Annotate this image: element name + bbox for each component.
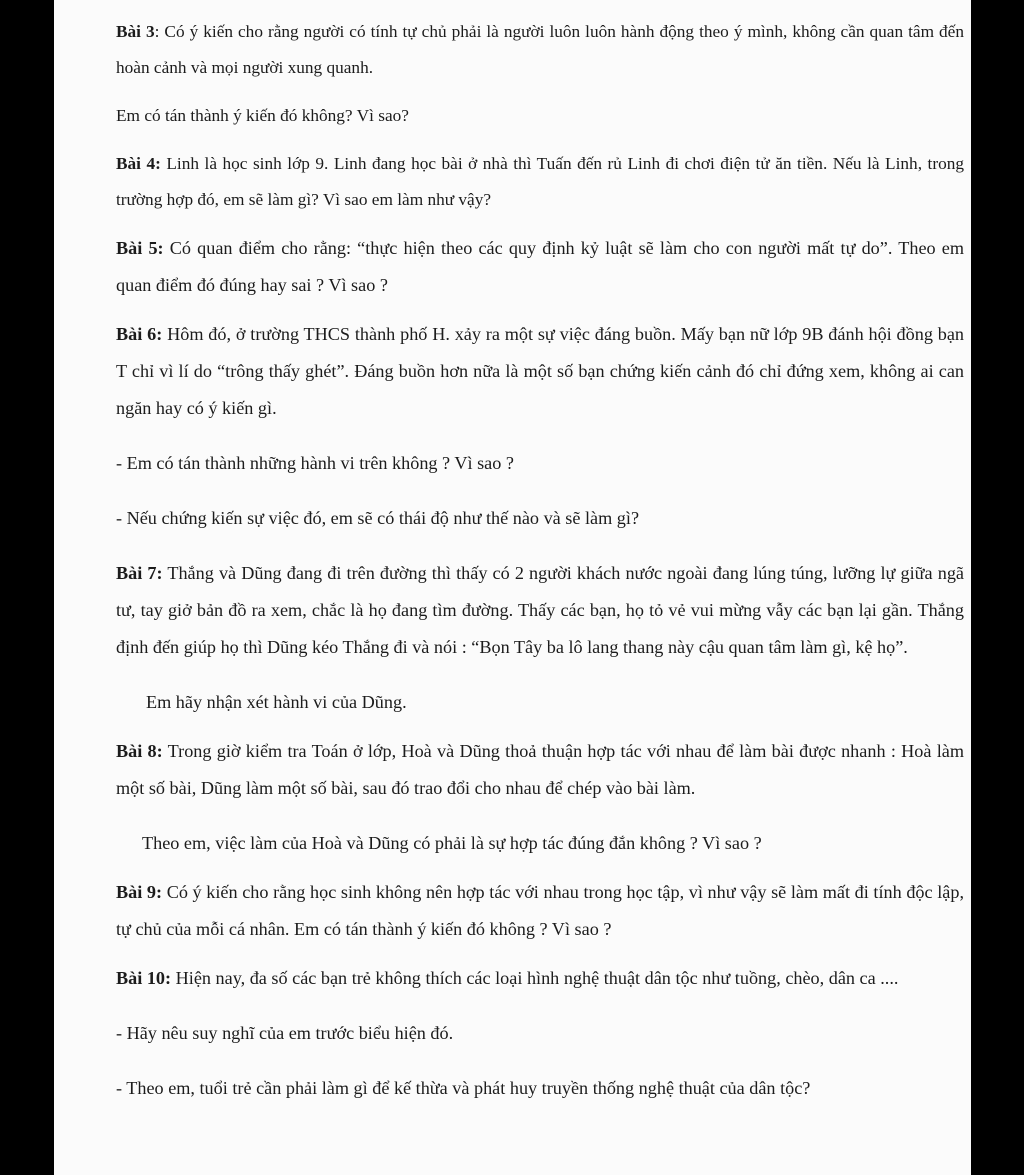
bai5-label: Bài 5: (116, 238, 164, 258)
document-content (116, 14, 964, 1107)
bai9-paragraph (116, 874, 964, 948)
bai7-label: Bài 7: (116, 563, 163, 583)
bai9-text: Có ý kiến cho rằng học sinh không nên hợp tác với nhau trong học tập, vì như vậy sẽ làm mất đi tính độc lập, tự chủ của mỗi cá nhân. Em có tán thành ý kiến đó không ? Vì sao ? (116, 882, 964, 939)
bai7-question: Em hãy nhận xét hành vi của Dũng. (146, 692, 407, 712)
bai3-text: : Có ý kiến cho rằng người có tính tự chủ phải là người luôn luôn hành động theo ý mình, không cần quan tâm đến hoàn cảnh và mọi người xung quanh. (116, 22, 964, 77)
bai8-paragraph (116, 733, 964, 807)
bai4-label: Bài 4: (116, 154, 161, 173)
bai10-question-1: - Hãy nêu suy nghĩ của em trước biểu hiện đó. (116, 1023, 454, 1043)
bai5-paragraph (116, 230, 964, 304)
bai6-text: Hôm đó, ở trường THCS thành phố H. xảy ra một sự việc đáng buồn. Mấy bạn nữ lớp 9B đánh hội đồng bạn T chỉ vì lí do “trông thấy ghét”. Đáng buồn hơn nữa là một số bạn chứng kiến cảnh đó chỉ đứng xem, không ai can ngăn hay có ý kiến gì. (116, 324, 965, 418)
bai5-text: Có quan điểm cho rằng: “thực hiện theo các quy định kỷ luật sẽ làm cho con người mất tự do”. Theo em quan điểm đó đúng hay sai ? Vì sao ? (116, 238, 964, 295)
bai6-question-2: - Nếu chứng kiến sự việc đó, em sẽ có thái độ như thế nào và sẽ làm gì? (116, 508, 640, 528)
bai6-label: Bài 6: (116, 324, 163, 344)
bai7-text: Thắng và Dũng đang đi trên đường thì thấy có 2 người khách nước ngoài đang lúng túng, lưỡng lự giữa ngã tư, tay giở bản đồ ra xem, chắc là họ đang tìm đường. Thấy các bạn, họ tỏ vẻ vui mừng vẫy các bạn lại gần. Thắng định đến giúp họ thì Dũng kéo Thắng đi và nói : “Bọn Tây ba lô lang thang này cậu quan tâm làm gì, kệ họ”. (116, 563, 964, 657)
bai3-label: Bài 3 (116, 22, 155, 41)
bai10-text: Hiện nay, đa số các bạn trẻ không thích các loại hình nghệ thuật dân tộc như tuồng, chèo, dân ca .... (171, 968, 899, 988)
bai3-paragraph (116, 14, 964, 86)
bai8-label: Bài 8: (116, 741, 163, 761)
bai4-paragraph (116, 146, 964, 218)
bai6-paragraph (116, 316, 964, 427)
bai3-question: Em có tán thành ý kiến đó không? Vì sao? (116, 106, 409, 125)
bai8-text: Trong giờ kiểm tra Toán ở lớp, Hoà và Dũng thoả thuận hợp tác với nhau để làm bài được nhanh : Hoà làm một số bài, Dũng làm một số bài, sau đó trao đổi cho nhau để chép vào bài làm. (116, 741, 964, 798)
bai4-text: Linh là học sinh lớp 9. Linh đang học bài ở nhà thì Tuấn đến rủ Linh đi chơi điện tử ăn tiền. Nếu là Linh, trong trường hợp đó, em sẽ làm gì? Vì sao em làm như vậy? (116, 154, 964, 209)
bai6-question-1: - Em có tán thành những hành vi trên không ? Vì sao ? (116, 453, 514, 473)
bai10-label: Bài 10: (116, 968, 172, 988)
bai8-question: Theo em, việc làm của Hoà và Dũng có phải là sự hợp tác đúng đắn không ? Vì sao ? (142, 833, 762, 853)
bai10-question-2: - Theo em, tuổi trẻ cần phải làm gì để kế thừa và phát huy truyền thống nghệ thuật của dân tộc? (116, 1078, 811, 1098)
bai9-label: Bài 9: (116, 882, 163, 902)
bai10-paragraph (116, 960, 964, 997)
bai7-paragraph (116, 555, 964, 666)
document-page (54, 0, 971, 1175)
